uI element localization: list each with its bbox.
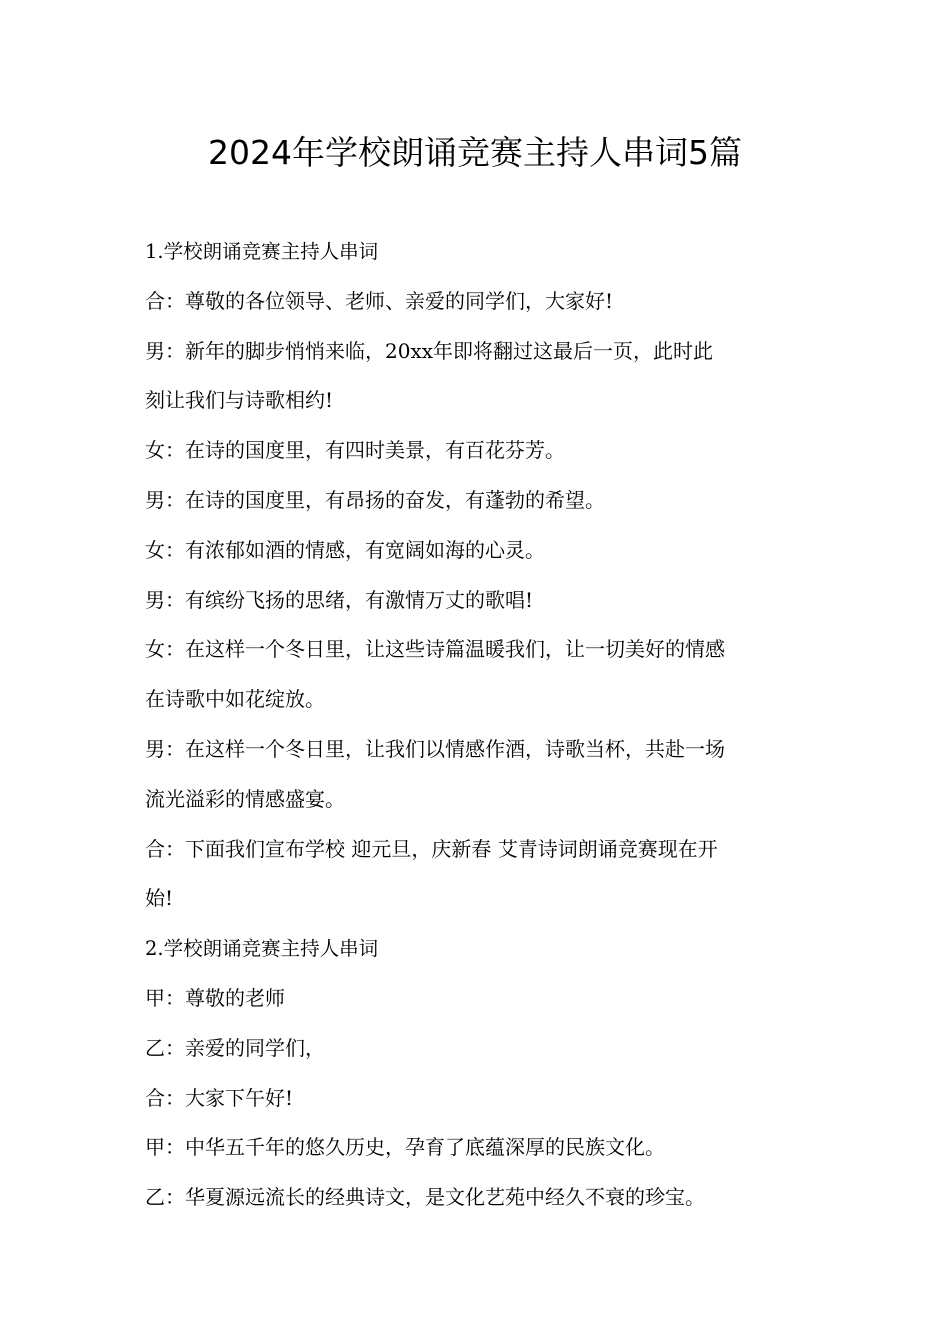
paragraph-line: 男：新年的脚步悄悄来临，20xx年即将翻过这最后一页，此时此	[145, 338, 714, 363]
document-title: 2024年学校朗诵竞赛主持人串词5篇	[208, 133, 742, 172]
document-body	[145, 227, 810, 1223]
paragraph-line: 甲：中华五千年的悠久历史，孕育了底蕴深厚的民族文化。	[145, 1135, 665, 1160]
paragraph-line: 男：有缤纷飞扬的思绪，有激情万丈的歌唱!	[145, 587, 534, 612]
paragraph-line: 合：下面我们宣布学校 迎元旦，庆新春 艾青诗词朗诵竞赛现在开	[145, 836, 718, 861]
paragraph-line: 合：尊敬的各位领导、老师、亲爱的同学们，大家好!	[145, 288, 614, 313]
paragraph-line: 流光溢彩的情感盛宴。	[145, 786, 345, 811]
section-heading-1: 1.学校朗诵竞赛主持人串词	[145, 240, 379, 263]
paragraph-line: 乙：亲爱的同学们，	[145, 1035, 325, 1060]
paragraph-line: 刻让我们与诗歌相约!	[145, 388, 334, 413]
paragraph-line: 女：在诗的国度里，有四时美景，有百花芬芳。	[145, 438, 565, 463]
paragraph-line: 合：大家下午好!	[145, 1085, 294, 1110]
paragraph-line: 始!	[145, 886, 174, 911]
paragraph-line: 甲：尊敬的老师	[145, 985, 285, 1010]
paragraph-line: 男：在这样一个冬日里，让我们以情感作酒，诗歌当杯，共赴一场	[145, 736, 725, 761]
paragraph-line: 女：在这样一个冬日里，让这些诗篇温暖我们，让一切美好的情感	[145, 637, 725, 662]
section-heading-2: 2.学校朗诵竞赛主持人串词	[145, 937, 379, 961]
paragraph-line: 乙：华夏源远流长的经典诗文，是文化艺苑中经久不衰的珍宝。	[145, 1185, 705, 1210]
paragraph-line: 在诗歌中如花绽放。	[145, 687, 325, 712]
paragraph-line: 女：有浓郁如酒的情感，有宽阔如海的心灵。	[145, 537, 545, 562]
paragraph-line: 男：在诗的国度里，有昂扬的奋发，有蓬勃的希望。	[145, 487, 605, 512]
